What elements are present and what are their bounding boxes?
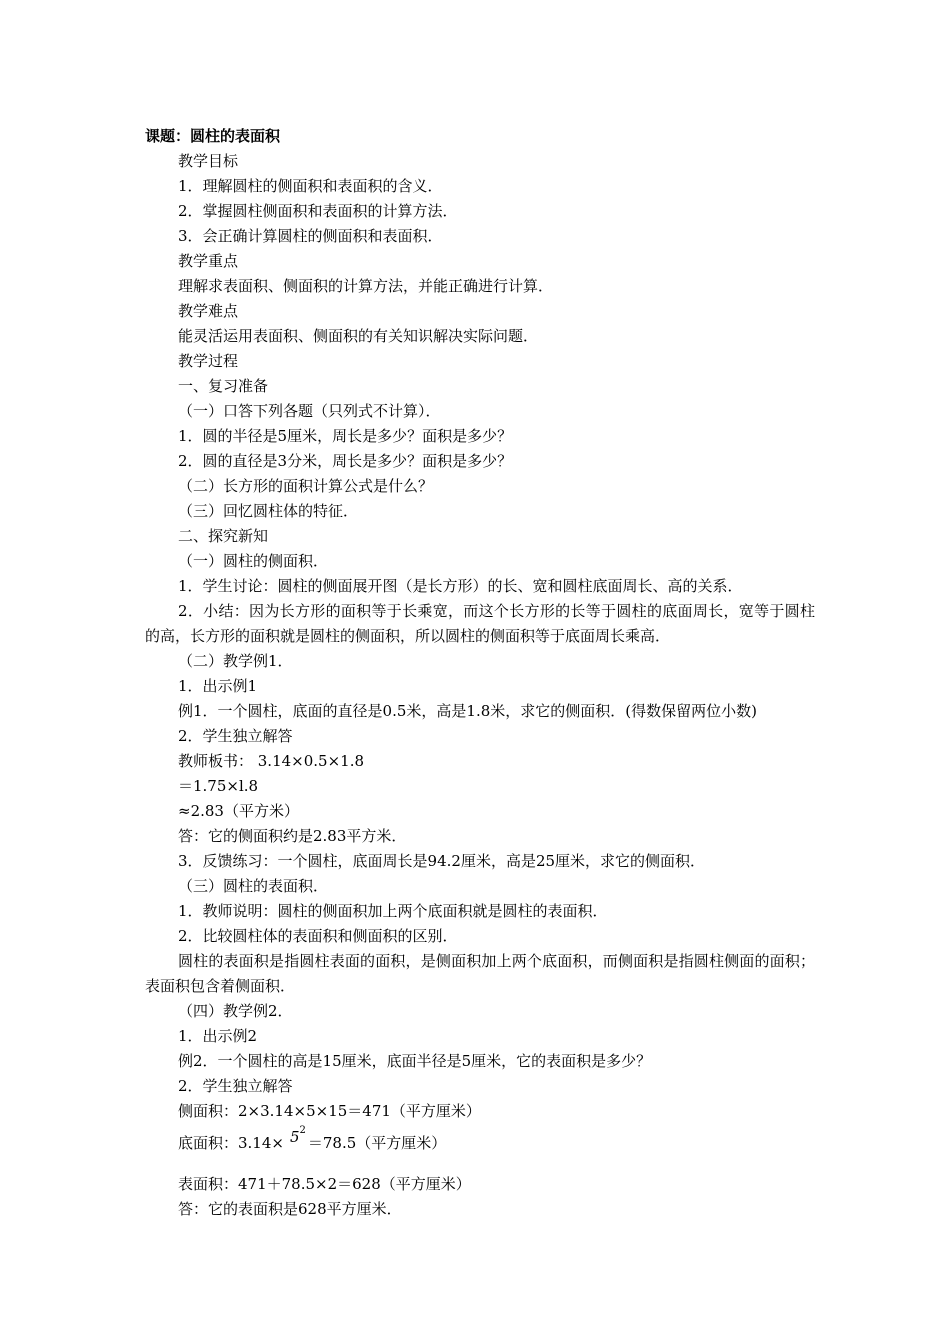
text-line: （三）圆柱的表面积．: [178, 877, 329, 895]
text-line: 教学重点: [178, 252, 239, 270]
text-line: 1．学生讨论：圆柱的侧面展开图（是长方形）的长、宽和圆柱底面周长、高的关系．: [178, 577, 743, 595]
text-line: ≈2.83（平方米）: [178, 802, 299, 820]
text-line: 1．圆的半径是5厘米，周长是多少？面积是多少？: [178, 427, 513, 445]
text-line: 2．圆的直径是3分米，周长是多少？面积是多少？: [178, 452, 513, 470]
text-line: 答：它的侧面积约是2.83平方米．: [178, 827, 407, 845]
lesson-title: 课题：圆柱的表面积: [145, 127, 281, 145]
text-line: （一）圆柱的侧面积．: [178, 552, 329, 570]
text-line: 教学过程: [178, 352, 239, 370]
text-line: 能灵活运用表面积、侧面积的有关知识解决实际问题．: [178, 327, 539, 345]
formula-prefix: 底面积：3.14×: [178, 1134, 284, 1152]
text-line: 1．出示例1: [178, 677, 258, 695]
text-line: （四）教学例2．: [178, 1002, 293, 1020]
text-line: 教师板书： 3.14×0.5×1.8: [178, 752, 365, 770]
summary-paragraph: 2．小结：因为长方形的面积等于长乘宽，而这个长方形的长等于圆柱的底面周长，宽等于圆柱的高，长方形的面积就是圆柱的侧面积，所以圆柱的侧面积等于底面周长乘高．: [145, 602, 815, 645]
text-line: 3．会正确计算圆柱的侧面积和表面积．: [178, 227, 443, 245]
text-line: 1．出示例2: [178, 1027, 258, 1045]
base-area-formula: [145, 1124, 815, 1155]
text-line: 例2．一个圆柱的高是15厘米，底面半径是5厘米，它的表面积是多少？: [178, 1052, 652, 1070]
text-line: 2．掌握圆柱侧面积和表面积的计算方法．: [178, 202, 458, 220]
text-line: （三）回忆圆柱体的特征．: [178, 502, 359, 520]
text-line: 2．学生独立解答: [178, 727, 293, 745]
text-line: 一、复习准备: [178, 377, 269, 395]
text-line: 答：它的表面积是628平方厘米．: [178, 1200, 402, 1218]
text-line: 表面积：471＋78.5×2＝628（平方厘米）: [178, 1175, 471, 1193]
power-exponent: 2: [299, 1125, 306, 1136]
text-line: 3．反馈练习：一个圆柱，底面周长是94.2厘米，高是25厘米，求它的侧面积．: [178, 852, 706, 870]
formula-suffix: ＝78.5（平方厘米）: [307, 1134, 447, 1152]
text-line: 2．学生独立解答: [178, 1077, 293, 1095]
power-term: [290, 1118, 306, 1153]
text-line: 教学难点: [178, 302, 239, 320]
text-line: 理解求表面积、侧面积的计算方法，并能正确进行计算．: [178, 277, 554, 295]
text-line: （二）长方形的面积计算公式是什么？: [178, 477, 434, 495]
text-line: 二、探究新知: [178, 527, 269, 545]
text-line: 1．理解圆柱的侧面积和表面积的含义．: [178, 177, 443, 195]
text-line: 1．教师说明：圆柱的侧面积加上两个底面积就是圆柱的表面积．: [178, 902, 608, 920]
lesson-plan: [145, 124, 815, 1222]
text-line: 例1．一个圆柱，底面的直径是0.5米，高是1.8米，求它的侧面积．(得数保留两位小数): [178, 702, 757, 720]
power-base: 5: [289, 1128, 300, 1146]
text-line: 侧面积：2×3.14×5×15＝471（平方厘米）: [178, 1102, 481, 1120]
spacer: [145, 1155, 815, 1172]
comparison-paragraph: 圆柱的表面积是指圆柱表面的面积，是侧面积加上两个底面积，而侧面积是指圆柱侧面的面积；表面积包含着侧面积．: [145, 952, 815, 995]
text-line: ＝1.75×l.8: [178, 777, 259, 795]
text-line: （一）口答下列各题（只列式不计算）．: [178, 402, 441, 420]
text-line: 教学目标: [178, 152, 239, 170]
text-line: （二）教学例1．: [178, 652, 293, 670]
text-line: 2．比较圆柱体的表面积和侧面积的区别．: [178, 927, 458, 945]
